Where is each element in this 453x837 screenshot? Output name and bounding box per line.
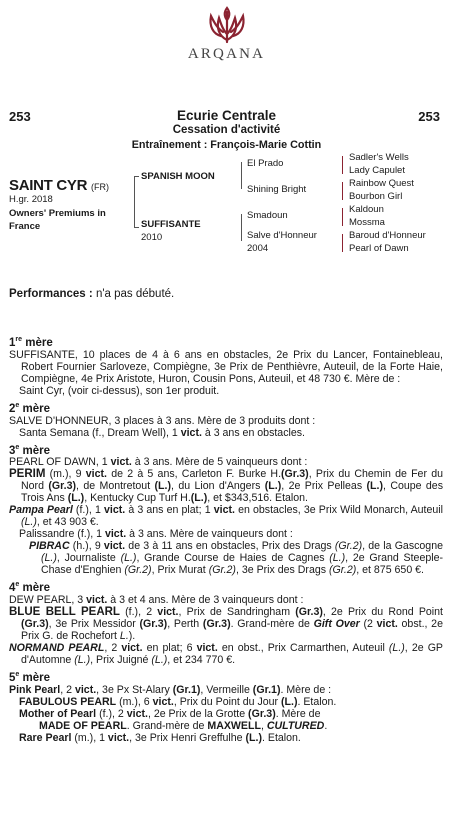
- fifth-dam-text: Pink Pearl, 2 vict., 3e Px St-Alary (Gr.1), Vermeille (Gr.1). Mère de :: [9, 684, 332, 697]
- produce-normand-pearl: NORMAND PEARL, 2 vict. en plat; 6 vict. en obst., Prix Carmarthen, Auteuil (L.), 2e GP d'Automne (L.), Prix Juigné (L.), et 234 770 €.: [9, 642, 443, 667]
- first-dam-text: SUFFISANTE, 10 places de 4 à 6 ans en obstacles, 2e Prix du Lancer, Fontainebleau, Robert Fournier Sarloveze, Compiègne, 3e Prix de Penthièvre, Auteuil, de la Forte Haie, Compiègne, 4e Prix Aristote, Huron, Cousin Pons, Auteuil, et 48 730 €. Mère de :: [9, 348, 443, 385]
- produce-fabulous-pearl: FABULOUS PEARL (m.), 6 vict., Prix du Point du Jour (L.). Etalon.: [19, 696, 337, 709]
- produce-palissandre: Palissandre (f.), 1 vict. à 3 ans. Mère de vainqueurs dont :: [19, 528, 293, 541]
- lot-number-left: 253: [9, 109, 31, 124]
- dam-sire: Smadoun: [247, 210, 288, 221]
- owners-premiums: Owners' Premiums in France: [9, 208, 106, 232]
- sire-name: SPANISH MOON: [141, 171, 215, 182]
- dam-year: 2010: [141, 232, 163, 243]
- pedigree-bracket-top: [134, 176, 139, 177]
- consignor-name: Ecurie Centrale: [176, 108, 277, 123]
- family-section: [9, 331, 443, 744]
- second-dam-produce: Santa Semana (f., Dream Well), 1 vict. à 3 ans en obstacles.: [19, 426, 305, 439]
- g-bracket-2: [342, 182, 343, 200]
- produce-pibrac: PIBRAC (h.), 9 vict. de 3 à 11 ans en obstacles, Prix des Drags (Gr.2), de la Gascogne (L.), Journaliste (L.), Grande Course de Haies de Cagnes (L.), 2e Grand Steeple-Chase d'Enghien (Gr.2), Prix Murat (Gr.2), 3e Prix des Drags (Gr.2), et 875 650 €.: [29, 540, 443, 577]
- consignor-subtitle: Cessation d'activité: [172, 124, 281, 136]
- trainer-line: Entraînement : François-Marie Cottin: [131, 139, 322, 151]
- grandsire-3: Kaldoun: [349, 204, 384, 215]
- performances: [9, 288, 174, 300]
- lot-number-right: 253: [418, 109, 440, 124]
- horse-details: H.gr. 2018: [9, 194, 53, 205]
- grandsire-2: Rainbow Quest: [349, 178, 414, 189]
- sire-bracket: [241, 162, 242, 189]
- performances-label: Performances :: [9, 288, 93, 300]
- produce-made-of-pearl: MADE OF PEARL. Grand-mère de MAXWELL, CULTURED.: [39, 720, 328, 733]
- granddam-1: Lady Capulet: [349, 165, 405, 176]
- brand-name: ARQANA: [187, 46, 266, 62]
- pedigree-bracket: [134, 176, 135, 228]
- g-bracket-3: [342, 208, 343, 226]
- dam-dam: Salve d'Honneur: [247, 230, 317, 241]
- pedigree-bracket-bottom: [134, 227, 139, 228]
- produce-mother-of-pearl: Mother of Pearl (f.), 2 vict., 2e Prix de la Grotte (Gr.3). Mère de: [19, 708, 321, 721]
- produce-rare-pearl: Rare Pearl (m.), 1 vict., 3e Prix Henri Greffulhe (L.). Etalon.: [19, 732, 301, 745]
- horse-name: [9, 177, 109, 194]
- fifth-dam-heading: 5e mère: [9, 671, 50, 685]
- first-dam-heading: 1re mère: [9, 336, 53, 349]
- produce-pampa-pearl: Pampa Pearl (f.), 1 vict. à 3 ans en plat; 1 vict. en obstacles, 3e Prix Wild Monarch, Auteuil (L.), et 43 903 €.: [9, 504, 443, 529]
- fourth-dam-text: DEW PEARL, 3 vict. à 3 et 4 ans. Mère de 3 vainqueurs dont :: [9, 594, 304, 607]
- fourth-dam-heading: 4e mère: [9, 581, 50, 595]
- granddam-2: Bourbon Girl: [349, 191, 403, 202]
- horse-name-text: SAINT CYR: [9, 177, 88, 194]
- dam-bracket: [241, 214, 242, 241]
- arqana-lotus-icon: [207, 6, 247, 44]
- produce-perim: PERIM (m.), 9 vict. de 2 à 5 ans, Carleton F. Burke H.(Gr.3), Prix du Chemin de Fer du Nord (Gr.3), de Montretout (L.), du Lion d'Angers (L.), 2e Prix Pelleas (L.), Coupe des Trois Ans (L.), Kentucky Cup Turf H.(L.), et $343,516. Etalon.: [9, 468, 444, 505]
- granddam-4: Pearl of Dawn: [349, 243, 409, 254]
- horse-country: (FR): [91, 182, 110, 192]
- performances-text: n'a pas débuté.: [95, 288, 175, 300]
- second-dam-heading: 2e mère: [9, 401, 50, 415]
- second-dam-text: SALVE D'HONNEUR, 3 places à 3 ans. Mère de 3 produits dont :: [9, 414, 316, 427]
- g-bracket-4: [342, 234, 343, 252]
- logo: [0, 6, 453, 63]
- produce-blue-bell-pearl: BLUE BELL PEARL (f.), 2 vict., Prix de Sandringham (Gr.3), 2e Prix du Rond Point (Gr.3), 3e Prix Messidor (Gr.3), Perth (Gr.3). Grand-mère de Gift Over (2 vict. obst., 2e Prix G. de Rochefort L.).: [9, 606, 443, 643]
- dam-name: SUFFISANTE: [141, 219, 201, 230]
- granddam-3: Mossma: [349, 217, 385, 228]
- third-dam-text: PEARL OF DAWN, 1 vict. à 3 ans. Mère de 5 vainqueurs dont :: [9, 456, 308, 469]
- third-dam-heading: 3e mère: [9, 443, 50, 457]
- first-dam-produce: Saint Cyr, (voir ci-dessus), son 1er produit.: [19, 384, 220, 397]
- sire-sire: El Prado: [247, 158, 284, 169]
- dam-dam-year: 2004: [247, 243, 269, 254]
- grandsire-1: Sadler's Wells: [349, 152, 409, 163]
- g-bracket-1: [342, 156, 343, 174]
- sire-dam: Shining Bright: [247, 184, 307, 195]
- grandsire-4: Baroud d'Honneur: [349, 230, 426, 241]
